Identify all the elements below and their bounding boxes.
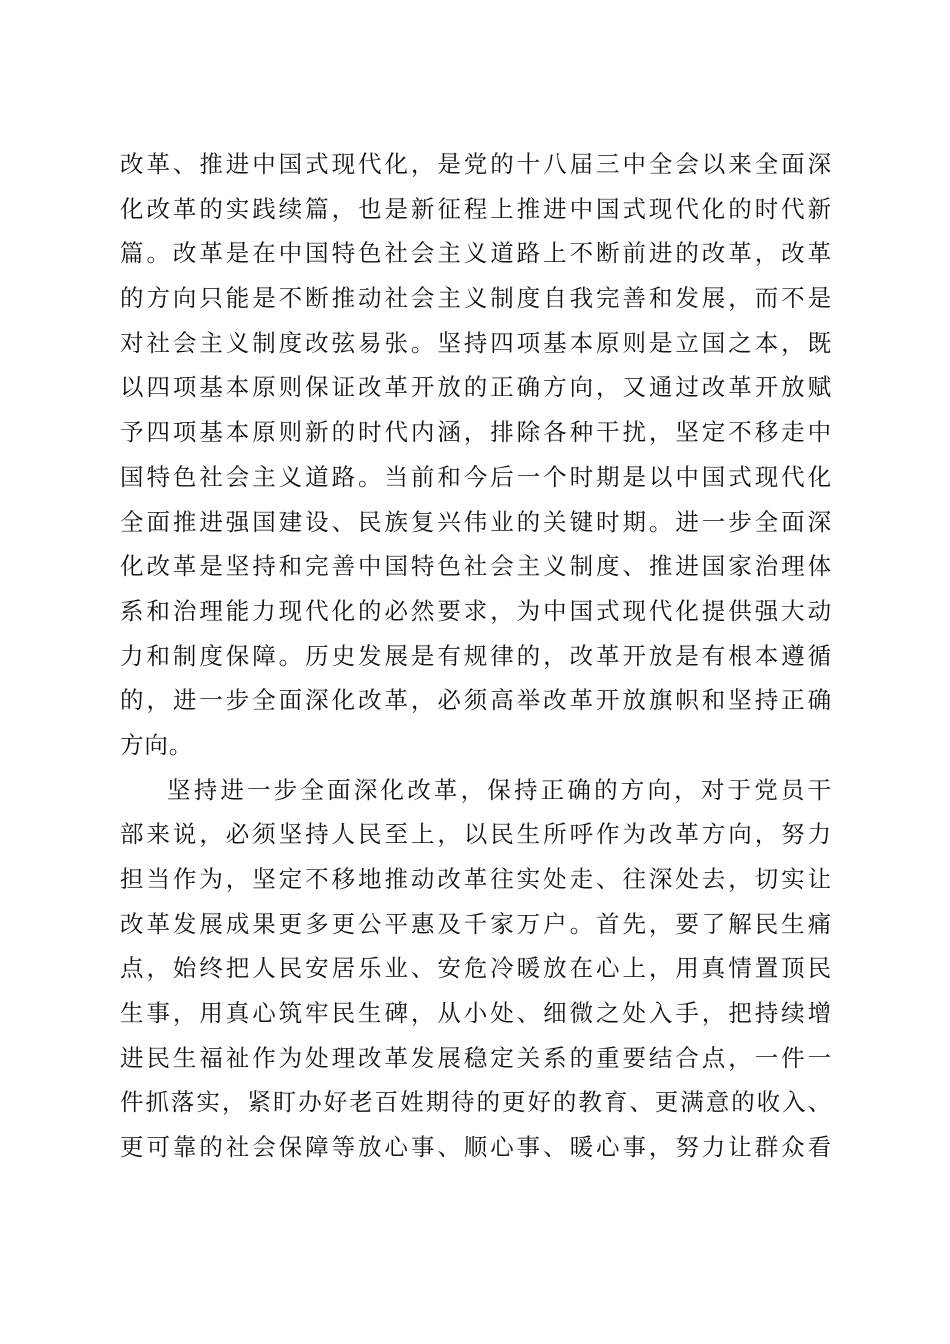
- body-text: [120, 142, 832, 1170]
- text-line: 件抓落实，紧盯办好老百姓期待的更好的教育、更满意的收入、: [120, 1088, 832, 1117]
- text-line: 对社会主义制度改弦易张。坚持四项基本原则是立国之本，既: [120, 328, 832, 357]
- text-line: 国特色社会主义道路。当前和今后一个时期是以中国式现代化: [120, 462, 832, 491]
- text-line: 的方向只能是不断推动社会主义制度自我完善和发展，而不是: [120, 284, 832, 313]
- text-line: 全面推进强国建设、民族复兴伟业的关键时期。进一步全面深: [120, 507, 832, 536]
- text-line: 生事，用真心筑牢民生碑，从小处、细微之处入手，把持续增: [120, 999, 832, 1028]
- text-line: 予四项基本原则新的时代内涵，排除各种干扰，坚定不移走中: [120, 418, 832, 447]
- text-line: 化改革的实践续篇，也是新征程上推进中国式现代化的时代新: [120, 194, 832, 223]
- text-line: 部来说，必须坚持人民至上，以民生所呼作为改革方向，努力: [120, 820, 832, 849]
- paragraph-1: [120, 142, 832, 768]
- text-line: 坚持进一步全面深化改革，保持正确的方向，对于党员干: [167, 775, 832, 804]
- text-line: 改革、推进中国式现代化，是党的十八届三中全会以来全面深: [120, 150, 832, 178]
- paragraph-2: [120, 768, 832, 1170]
- text-line: 以四项基本原则保证改革开放的正确方向，又通过改革开放赋: [120, 373, 832, 402]
- text-line: 担当作为，坚定不移地推动改革往实处走、往深处去，切实让: [120, 865, 832, 893]
- text-line: 方向。: [120, 730, 194, 759]
- text-line: 点，始终把人民安居乐业、安危冷暖放在心上，用真情置顶民: [120, 954, 832, 983]
- text-line: 改革发展成果更多更公平惠及千家万户。首先，要了解民生痛: [120, 909, 832, 938]
- text-line: 篇。改革是在中国特色社会主义道路上不断前进的改革，改革: [120, 239, 832, 268]
- text-line: 更可靠的社会保障等放心事、顺心事、暖心事，努力让群众看: [120, 1133, 832, 1162]
- text-line: 力和制度保障。历史发展是有规律的，改革开放是有根本遵循: [120, 641, 832, 670]
- text-line: 的，进一步全面深化改革，必须高举改革开放旗帜和坚持正确: [120, 686, 832, 715]
- text-line: 系和治理能力现代化的必然要求，为中国式现代化提供强大动: [120, 596, 832, 625]
- text-line: 进民生福祉作为处理改革发展稳定关系的重要结合点，一件一: [120, 1043, 832, 1072]
- text-line: 化改革是坚持和完善中国特色社会主义制度、推进国家治理体: [120, 552, 832, 581]
